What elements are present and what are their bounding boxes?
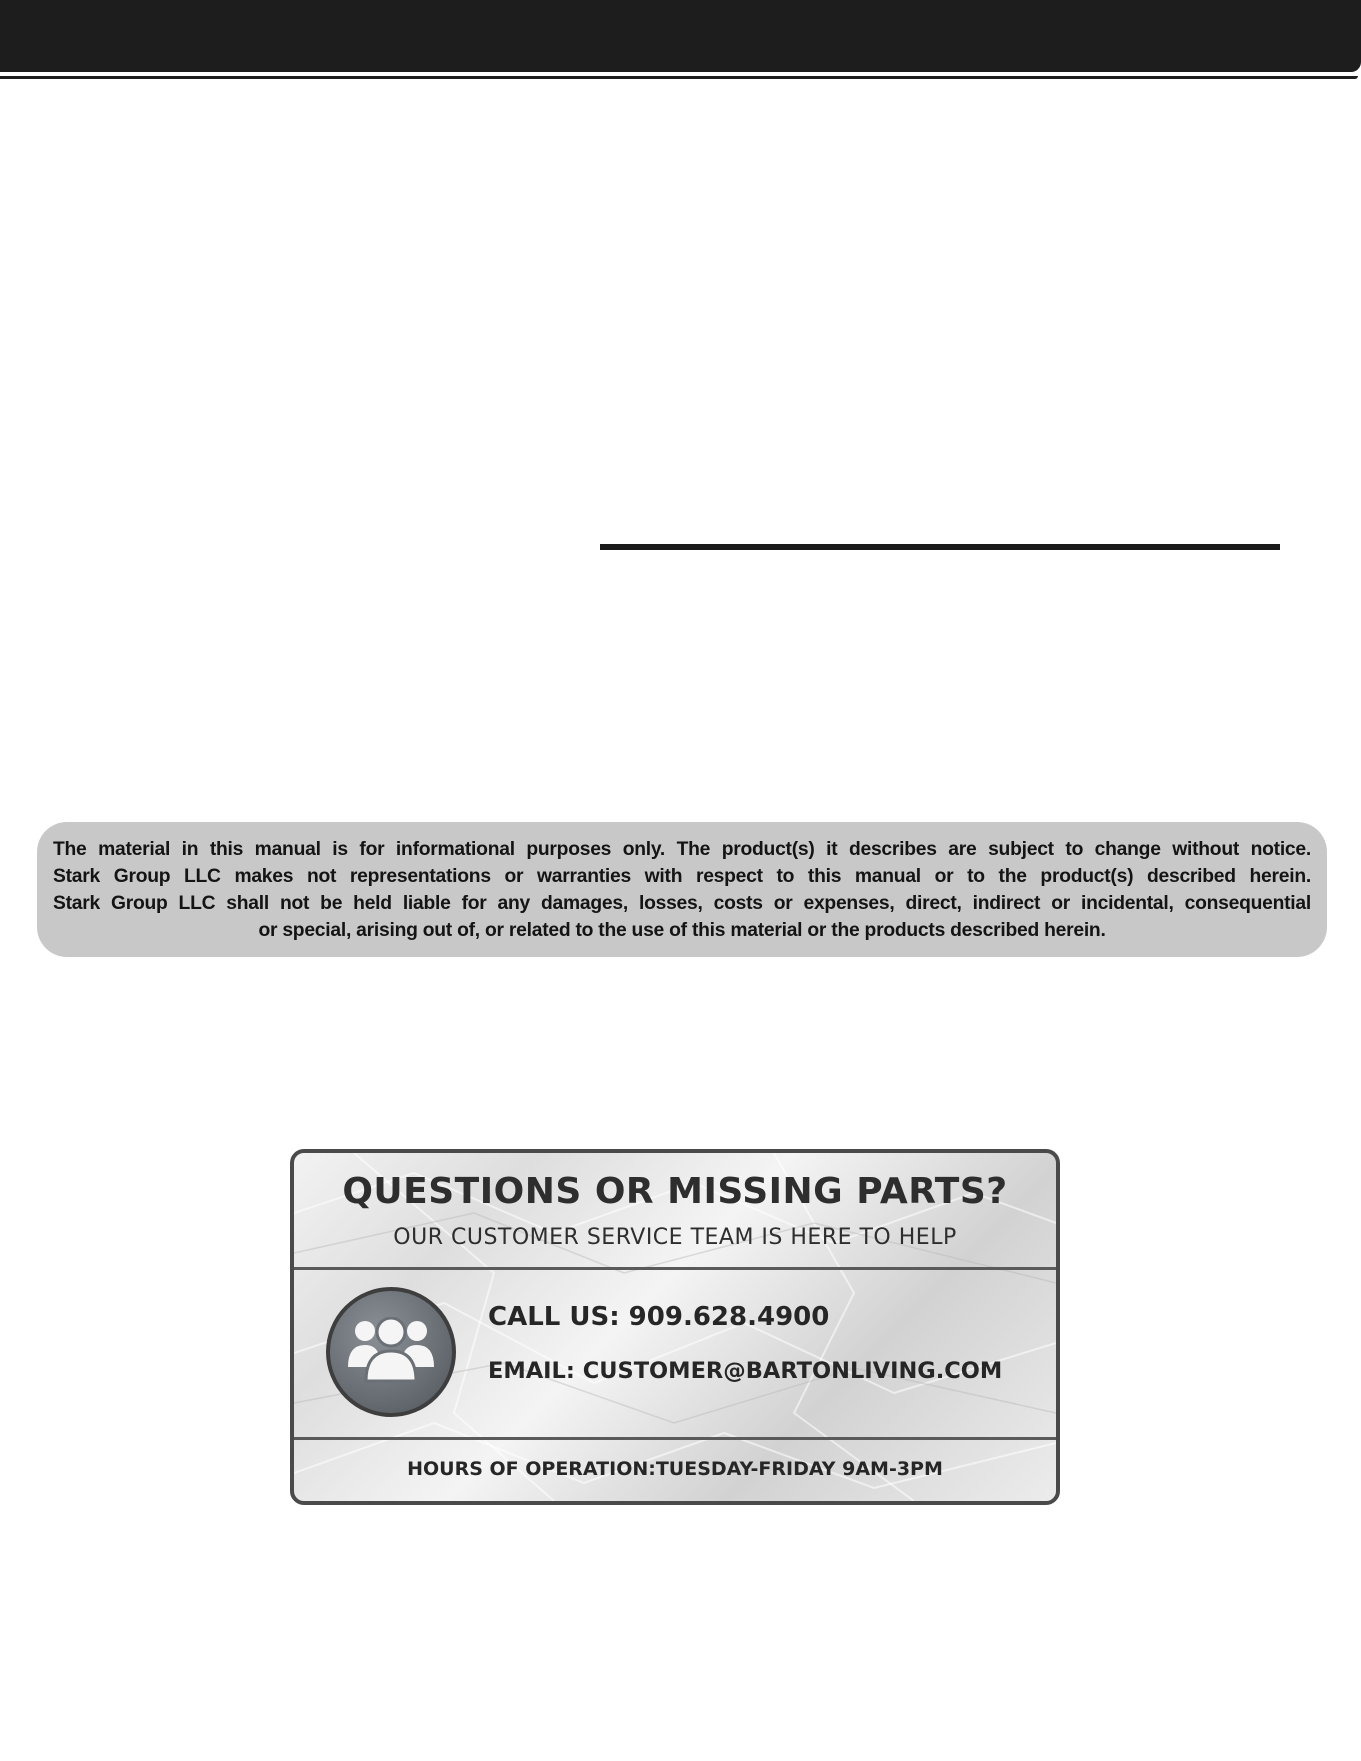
disclaimer-line: or special, arising out of, or related to the use of this material or the products described herein. <box>258 920 1106 941</box>
header-bar <box>0 0 1361 72</box>
disclaimer-line: The material in this manual is for informational purposes only. The product(s) it describes are subject to change without notice. <box>53 839 1311 860</box>
card-contact-section <box>294 1270 1056 1437</box>
customer-service-card <box>290 1149 1060 1505</box>
disclaimer-line: Stark Group LLC shall not be held liable for any damages, losses, costs or expenses, direct, indirect or incidental, consequential <box>53 893 1311 914</box>
people-group-icon <box>326 1287 456 1417</box>
card-subtitle: OUR CUSTOMER SERVICE TEAM IS HERE TO HELP <box>393 1225 957 1250</box>
disclaimer-box <box>37 822 1327 957</box>
disclaimer-line: Stark Group LLC makes not representations or warranties with respect to this manual or to the product(s) described herein. <box>53 866 1311 887</box>
card-hours-section <box>294 1440 1056 1501</box>
signature-line <box>600 544 1280 550</box>
card-title: QUESTIONS OR MISSING PARTS? <box>342 1171 1008 1212</box>
card-header-section <box>294 1153 1056 1267</box>
header-rule <box>0 76 1358 79</box>
hours-of-operation: HOURS OF OPERATION:TUESDAY-FRIDAY 9AM-3PM <box>407 1458 943 1480</box>
email-address: EMAIL: CUSTOMER@BARTONLIVING.COM <box>488 1358 1003 1384</box>
phone-number: CALL US: 909.628.4900 <box>488 1302 830 1332</box>
